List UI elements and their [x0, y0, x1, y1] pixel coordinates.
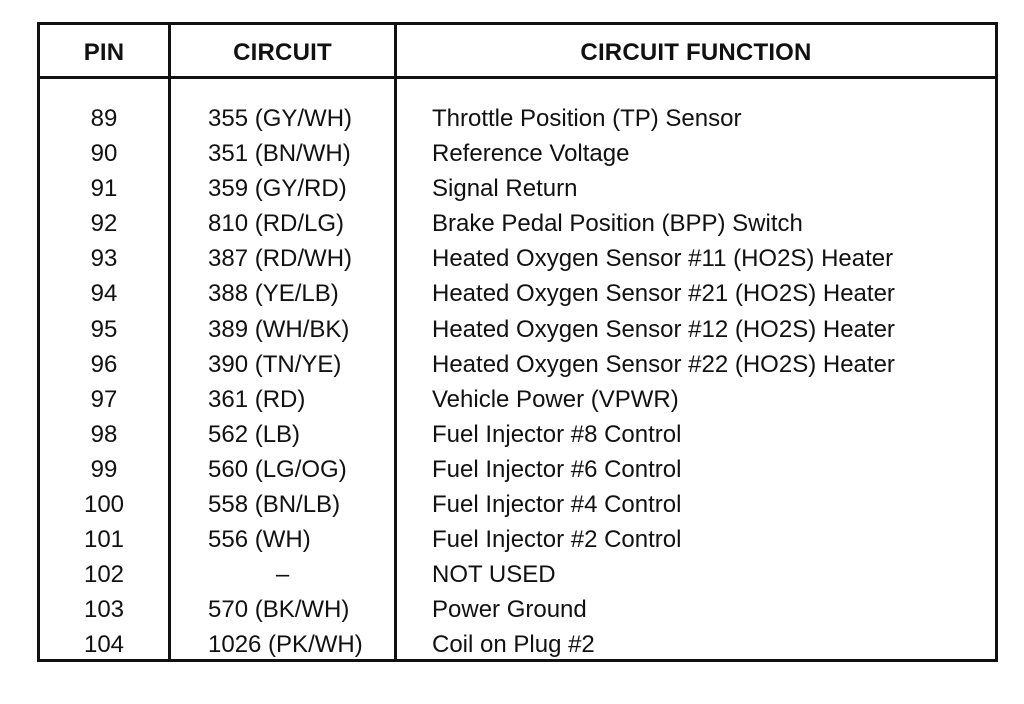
circuit-function-cell: NOT USED — [432, 561, 556, 589]
table-body — [40, 101, 995, 663]
circuit-function-cell: Power Ground — [432, 596, 587, 624]
pin-cell: 90 — [90, 140, 118, 168]
circuit-cell: 351 (BN/WH) — [208, 140, 351, 168]
circuit-function-cell: Fuel Injector #4 Control — [432, 491, 682, 519]
circuit-function-cell: Fuel Injector #8 Control — [432, 420, 682, 448]
circuit-cell: 389 (WH/BK) — [208, 315, 350, 343]
circuit-cell: 361 (RD) — [208, 385, 306, 413]
pin-cell: 99 — [90, 455, 118, 483]
circuit-cell: 355 (GY/WH) — [208, 105, 353, 132]
table-row — [40, 312, 995, 347]
pin-cell: 100 — [83, 491, 125, 519]
circuit-function-cell: Reference Voltage — [432, 140, 630, 168]
pin-cell: 94 — [90, 280, 118, 308]
table-row — [40, 452, 995, 487]
table-row — [40, 206, 995, 241]
table-row — [40, 417, 995, 452]
circuit-function-cell: Throttle Position (TP) Sensor — [432, 105, 742, 132]
pin-cell: 103 — [83, 596, 125, 624]
pin-table — [37, 22, 998, 662]
pin-cell: 97 — [90, 385, 118, 413]
pin-cell: 96 — [90, 350, 118, 378]
circuit-function-cell: Signal Return — [432, 175, 578, 203]
pin-cell: 95 — [90, 315, 118, 343]
table-row — [40, 171, 995, 206]
header-divider — [40, 76, 995, 79]
pin-cell: 89 — [90, 105, 118, 132]
circuit-cell: 359 (GY/RD) — [208, 175, 347, 203]
table-row — [40, 241, 995, 276]
pin-cell: 104 — [83, 631, 125, 659]
header-circuit: CIRCUIT — [233, 39, 332, 66]
circuit-function-cell: Fuel Injector #6 Control — [432, 455, 682, 483]
circuit-function-cell: Fuel Injector #2 Control — [432, 526, 682, 554]
pin-cell: 92 — [90, 210, 118, 238]
circuit-function-cell: Heated Oxygen Sensor #11 (HO2S) Heater — [432, 245, 894, 273]
pin-cell: 98 — [90, 420, 118, 448]
pin-cell: 91 — [90, 175, 118, 203]
circuit-function-cell: Heated Oxygen Sensor #22 (HO2S) Heater — [432, 350, 895, 378]
header-circuit-function: CIRCUIT FUNCTION — [580, 39, 812, 66]
circuit-function-cell: Heated Oxygen Sensor #12 (HO2S) Heater — [432, 315, 895, 343]
circuit-cell: 556 (WH) — [208, 526, 311, 554]
circuit-cell: 810 (RD/LG) — [208, 210, 345, 238]
circuit-function-cell: Brake Pedal Position (BPP) Switch — [432, 210, 803, 238]
table-row — [40, 276, 995, 311]
table-row — [40, 347, 995, 382]
pin-cell: 93 — [90, 245, 118, 273]
circuit-cell: – — [275, 561, 290, 589]
table-row — [40, 522, 995, 557]
table-row — [40, 627, 995, 662]
table-row — [40, 557, 995, 592]
circuit-cell: 560 (LG/OG) — [208, 455, 347, 483]
table-header — [40, 25, 995, 76]
circuit-cell: 570 (BK/WH) — [208, 596, 350, 624]
header-pin: PIN — [83, 39, 125, 66]
circuit-cell: 390 (TN/YE) — [208, 350, 342, 378]
circuit-cell: 388 (YE/LB) — [208, 280, 339, 308]
table-row — [40, 487, 995, 522]
table-row — [40, 101, 995, 136]
circuit-function-cell: Coil on Plug #2 — [432, 631, 595, 659]
table-row — [40, 592, 995, 627]
pin-cell: 101 — [83, 526, 125, 554]
table-row — [40, 136, 995, 171]
circuit-cell: 1026 (PK/WH) — [208, 631, 363, 659]
circuit-function-cell: Vehicle Power (VPWR) — [432, 385, 679, 413]
circuit-function-cell: Heated Oxygen Sensor #21 (HO2S) Heater — [432, 280, 895, 308]
table-row — [40, 382, 995, 417]
circuit-cell: 387 (RD/WH) — [208, 245, 353, 273]
circuit-cell: 558 (BN/LB) — [208, 491, 341, 519]
pin-cell: 102 — [83, 561, 125, 589]
circuit-cell: 562 (LB) — [208, 420, 301, 448]
